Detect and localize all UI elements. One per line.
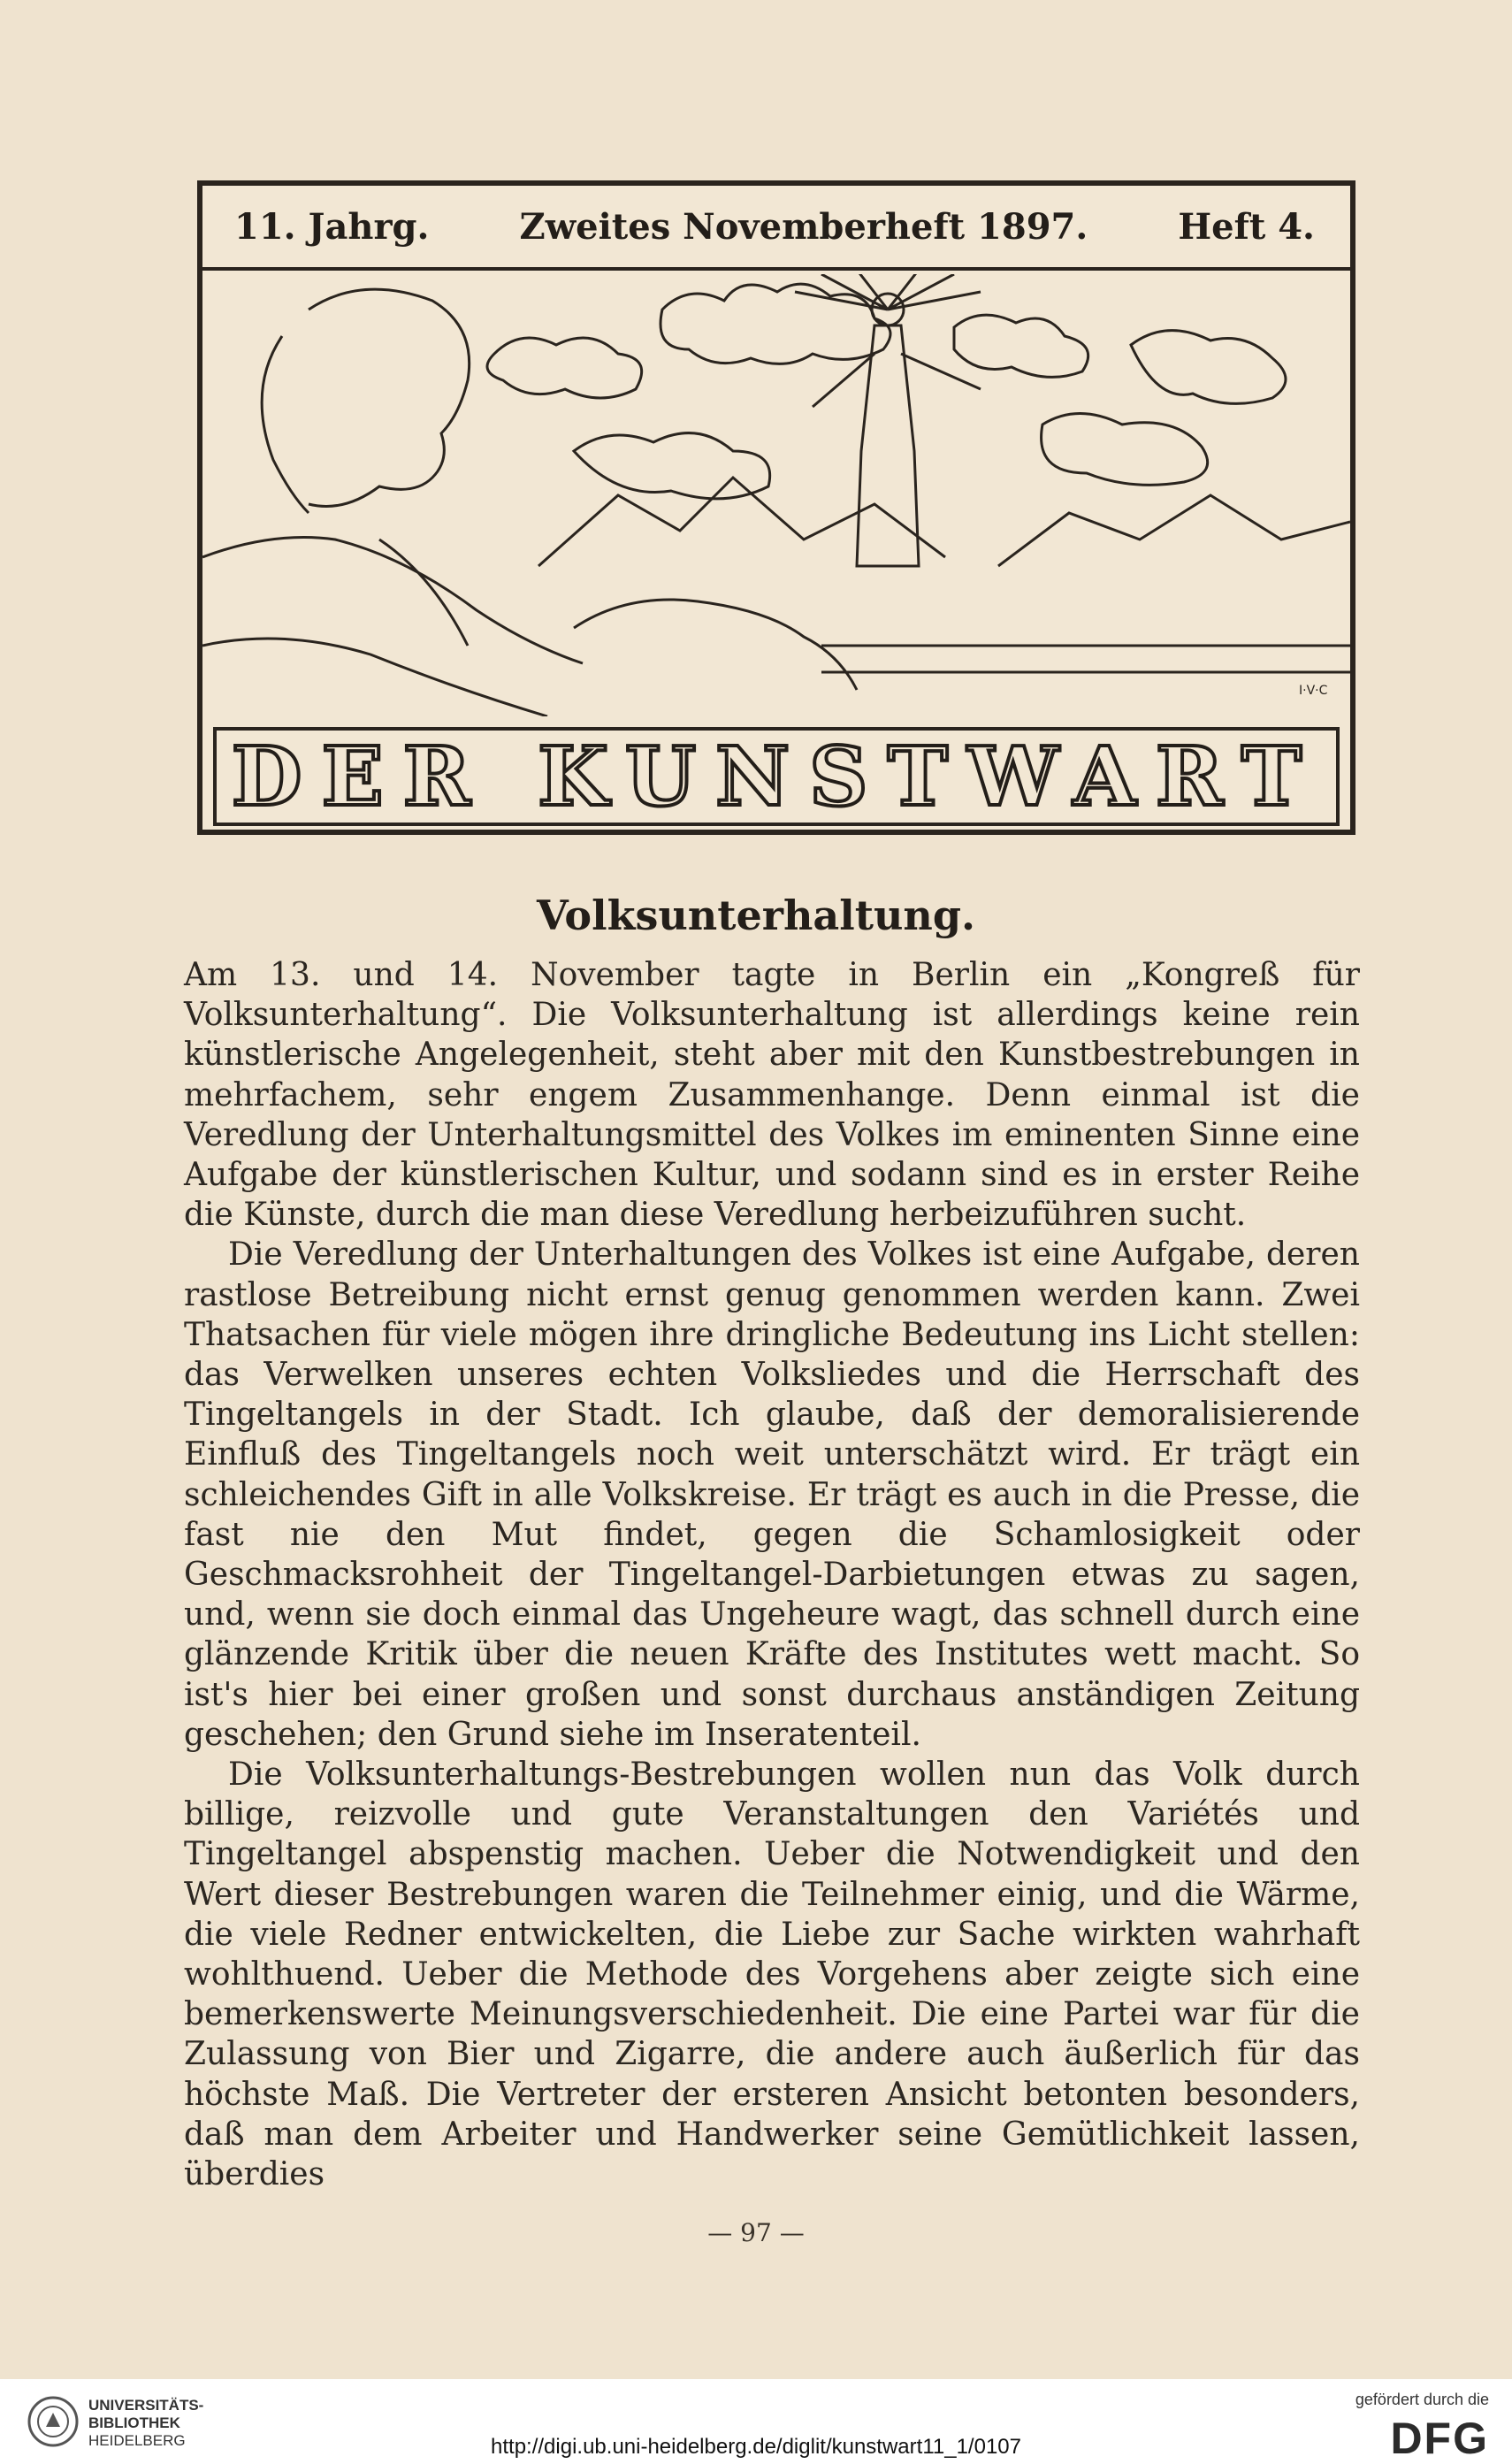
paragraph: Die Volksunterhaltungs-Bestrebungen wollen nun das Volk durch billige, reizvolle und gute Veranstaltungen den Variétés und Tingeltangel abspenstig machen. Ueber die Notwendigkeit und den Wert dieser Bestrebungen waren die Teilnehmer einig, und die Wärme, die viele Redner entwickelten, die Liebe zur Sache wirkten wahrhaft wohlthuend. Ueber die Methode des Vorgehens aber zeigte sich eine bemerkenswerte Meinungsverschiedenheit. Die eine Partei war für die Zulassung von Bier und Zigarre, die andere auch äußerlich für das höchste Maß. Die Vertreter der ersteren Ansicht betonten besonders, daß man dem Arbeiter und Handwerker seine Gemütlichkeit lassen, überdies [184, 1756, 1360, 2193]
masthead-info-bar [202, 186, 1350, 271]
banner-title: DER KUNSTWART [231, 729, 1322, 824]
heft-label: Heft 4. [1178, 205, 1315, 248]
svg-text:I·V·C: I·V·C [1299, 684, 1328, 698]
page-number: — 97 — [707, 2218, 805, 2247]
library-name: UNIVERSITÄTS- BIBLIOTHEK HEIDELBERG [88, 2397, 204, 2449]
paragraph: Am 13. und 14. November tagte in Berlin ein „Kongreß für Volksunterhaltung“. Die Volksunterhaltung ist allerdings keine rein künstlerische Angelegenheit, steht aber mit den Kunstbestrebungen in mehrfachem, sehr engem Zusammenhange. Denn einmal ist die Veredlung der Unterhaltungsmittel des Volkes im eminenten Sinne eine Aufgabe der künstlerischen Kultur, und sodann sind es in erster Reihe die Künste, durch die man diese Veredlung herbeizuführen sucht. [184, 957, 1360, 1234]
dfg-logo: DFG [1390, 2414, 1489, 2463]
issue-label: Zweites Novemberheft 1897. [519, 205, 1088, 248]
article-title: Volksunterhaltung. [536, 891, 976, 939]
masthead [197, 180, 1355, 835]
funded-by-label: gefördert durch die [1355, 2391, 1489, 2408]
volume-label: 11. Jahrg. [234, 205, 430, 248]
article-body [184, 955, 1360, 2194]
source-url-link[interactable]: http://digi.ub.uni-heidelberg.de/diglit/kunstwart11_1/0107 [491, 2435, 1021, 2459]
masthead-banner [213, 727, 1340, 826]
paragraph: Die Veredlung der Unterhaltungen des Volkes ist eine Aufgabe, deren rastlose Betreibung nicht ernst genug genommen werden kann. Zwei Thatsachen für viele mögen ihre dringliche Bedeutung ins Licht stellen: das Verwelken unseres echten Volksliedes und die Herrschaft des Tingeltangels in der Stadt. Ich glaube, daß der demoralisierende Einfluß des Tingeltangels noch weit unterschätzt wird. Er trägt ein schleichendes Gift in alle Volkskreise. Er trägt es auch in die Presse, die fast nie den Mut findet, gegen die Schamlosigkeit oder Geschmacksrohheit der Tingeltangel-Darbietungen etwas zu sagen, und, wenn sie doch einmal das Ungeheure wagt, das schnell durch eine glänzende Kritik über die neuen Kräfte des Institutes wett macht. So ist's hier bei einer großen und sonst durchaus anständigen Zeitung geschehen; den Grund siehe im Inseratenteil. [184, 1236, 1360, 1753]
masthead-illustration [202, 274, 1350, 716]
